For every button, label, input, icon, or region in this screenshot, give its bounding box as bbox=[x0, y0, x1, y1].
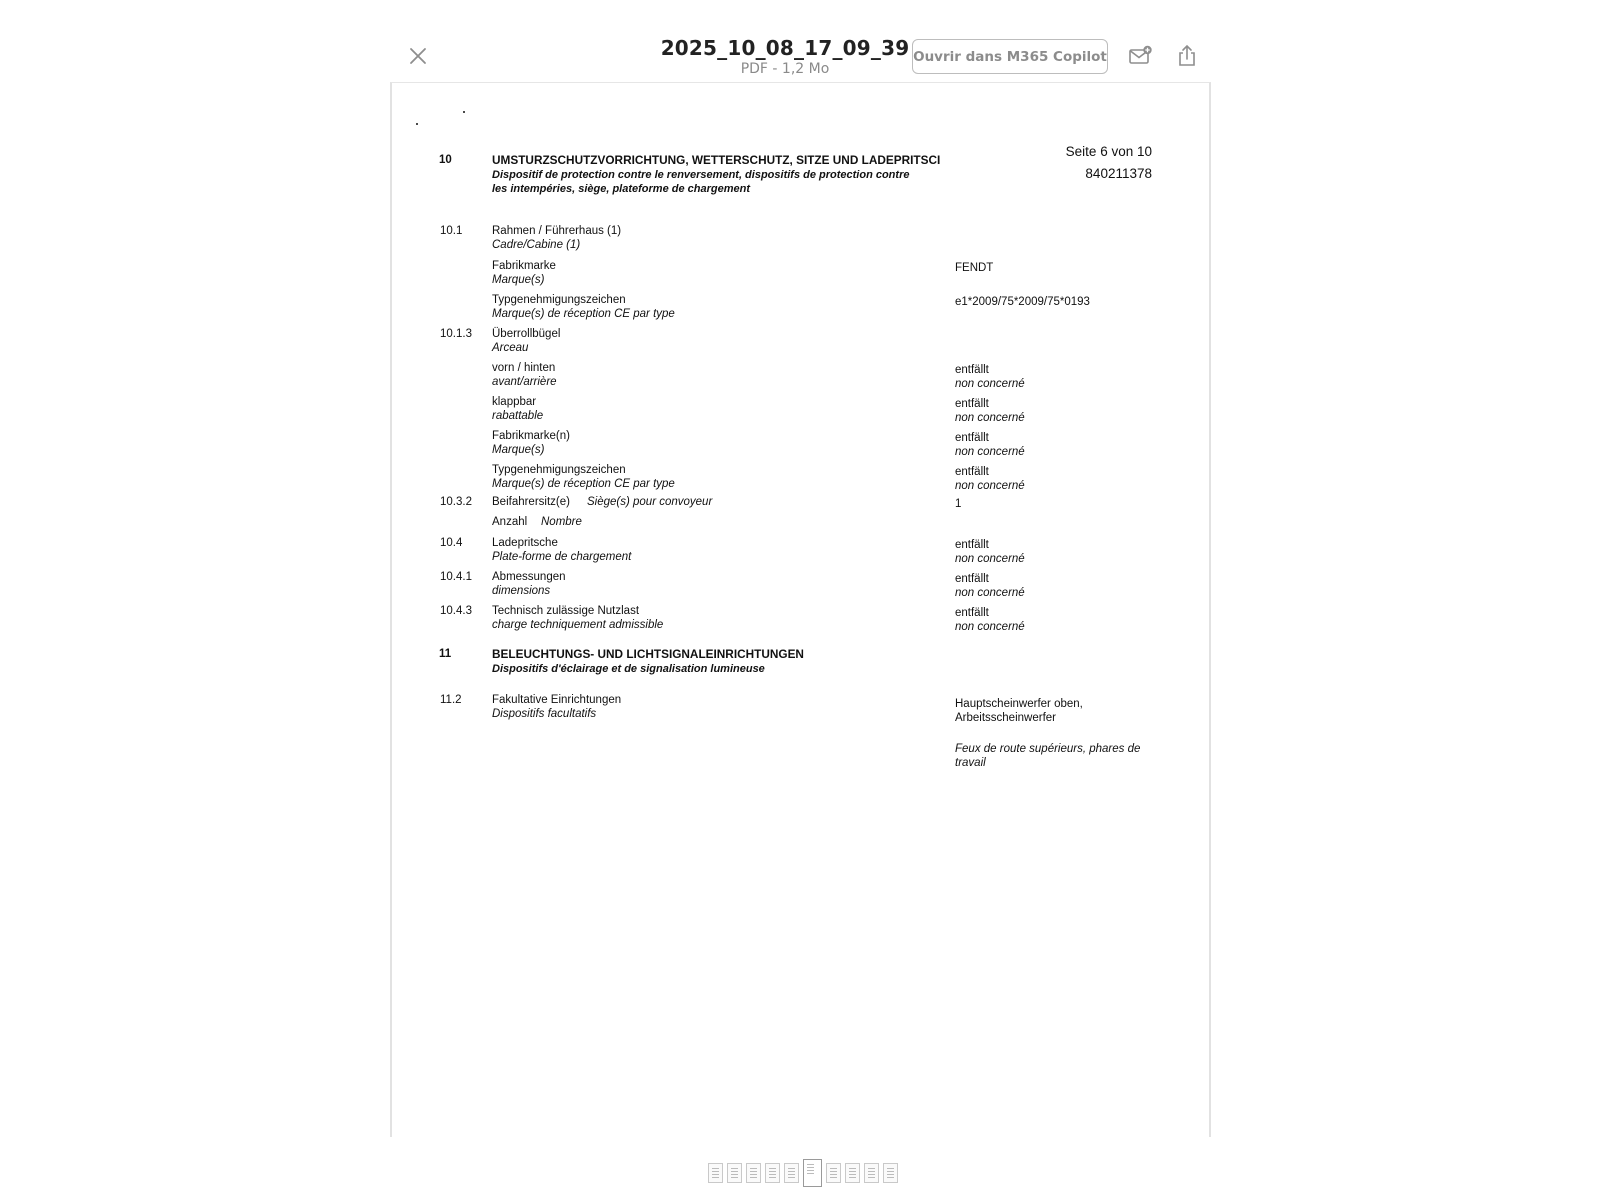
page-thumbnail[interactable] bbox=[864, 1163, 879, 1183]
item-number: 10.3.2 bbox=[440, 496, 472, 508]
item-label-de: klappbar bbox=[492, 396, 537, 408]
item-number: 10.4.1 bbox=[440, 571, 472, 583]
item-value: 1 bbox=[955, 498, 962, 510]
item-value: entfällt bbox=[955, 539, 989, 551]
item-value: entfällt bbox=[955, 466, 989, 478]
item-label-fr: Marque(s) de réception CE par type bbox=[492, 308, 675, 320]
item-label-fr: Cadre/Cabine (1) bbox=[492, 239, 581, 251]
page-thumbnail[interactable] bbox=[746, 1163, 761, 1183]
section-title-fr: Dispositifs d'éclairage et de signalisation lumineuse bbox=[492, 663, 765, 675]
item-label-fr: Nombre bbox=[541, 516, 582, 528]
share-button[interactable] bbox=[1172, 42, 1202, 70]
item-label-fr: charge techniquement admissible bbox=[492, 619, 664, 631]
page-header-info bbox=[1032, 141, 1152, 185]
top-bar bbox=[0, 0, 1600, 84]
section-title-fr: Dispositif de protection contre le renversement, dispositifs de protection contre bbox=[492, 169, 910, 181]
page-thumbnail[interactable] bbox=[727, 1163, 742, 1183]
item-label-fr: Marque(s) de réception CE par type bbox=[492, 478, 675, 490]
item-label-de: Fabrikmarke bbox=[492, 260, 556, 272]
share-icon bbox=[1176, 44, 1198, 68]
document-file-info: PDF - 1,2 Mo bbox=[740, 61, 830, 77]
mail-add-icon bbox=[1128, 45, 1154, 67]
item-label-de: Ladepritsche bbox=[492, 537, 558, 549]
page-thumbnail[interactable] bbox=[845, 1163, 860, 1183]
pdf-page-view[interactable] bbox=[390, 82, 1211, 1137]
item-value-fr: non concerné bbox=[955, 412, 1025, 424]
item-label-de: vorn / hinten bbox=[492, 362, 556, 374]
close-button[interactable] bbox=[404, 42, 432, 70]
page-thumbnail[interactable] bbox=[883, 1163, 898, 1183]
item-value-fr: Feux de route supérieurs, phares de travail bbox=[955, 743, 1141, 769]
close-icon bbox=[409, 47, 427, 65]
page-thumbnail[interactable] bbox=[784, 1163, 799, 1183]
item-label-de: Beifahrersitz(e) bbox=[492, 496, 570, 508]
item-value: e1*2009/75*2009/75*0193 bbox=[955, 296, 1090, 308]
item-label-fr: Plate-forme de chargement bbox=[492, 551, 632, 563]
item-number: 11.2 bbox=[440, 694, 462, 706]
page-thumbnail[interactable] bbox=[765, 1163, 780, 1183]
page-number-label: Seite 6 von 10 bbox=[1065, 144, 1152, 159]
item-value-fr: non concerné bbox=[955, 553, 1025, 565]
item-label-fr: rabattable bbox=[492, 410, 544, 422]
item-number: 10.1 bbox=[440, 225, 463, 237]
item-label-fr: Siège(s) pour convoyeur bbox=[587, 496, 713, 508]
item-label-de: Rahmen / Führerhaus (1) bbox=[492, 225, 622, 237]
section-number: 10 bbox=[439, 154, 452, 166]
pdf-page bbox=[392, 83, 1209, 1137]
item-value: Hauptscheinwerfer oben, Arbeitsscheinwerfer bbox=[955, 698, 1083, 724]
item-label-fr: Dispositifs facultatifs bbox=[492, 708, 597, 720]
item-label-de: Überrollbügel bbox=[492, 328, 561, 340]
item-label-de: Technisch zulässige Nutzlast bbox=[492, 605, 640, 617]
document-number: 840211378 bbox=[1085, 166, 1152, 181]
scan-speck bbox=[463, 111, 465, 113]
item-value: entfällt bbox=[955, 364, 989, 376]
item-label-fr: Marque(s) bbox=[492, 274, 545, 286]
item-value: entfällt bbox=[955, 573, 989, 585]
item-value: entfällt bbox=[955, 398, 989, 410]
item-value: FENDT bbox=[955, 262, 994, 274]
page-thumbnail-strip bbox=[708, 1158, 898, 1188]
item-label-de: Fakultative Einrichtungen bbox=[492, 694, 622, 706]
document-title: 2025_10_08_17_09_39 bbox=[660, 36, 910, 60]
item-value: entfällt bbox=[955, 432, 989, 444]
item-label-fr: Marque(s) bbox=[492, 444, 545, 456]
item-value-fr: non concerné bbox=[955, 446, 1025, 458]
section-number: 11 bbox=[439, 648, 452, 660]
section-title-fr-continued: les intempéries, siège, plateforme de chargement bbox=[492, 183, 750, 195]
page-thumbnail[interactable] bbox=[826, 1163, 841, 1183]
item-label-de: Abmessungen bbox=[492, 571, 566, 583]
item-value-fr: non concerné bbox=[955, 621, 1025, 633]
item-label-fr: Arceau bbox=[492, 342, 529, 354]
section-title-de: UMSTURZSCHUTZVORRICHTUNG, WETTERSCHUTZ, SITZE UND LADEPRITSCI bbox=[492, 153, 941, 167]
item-label-de: Anzahl bbox=[492, 516, 528, 528]
open-in-copilot-button[interactable]: Ouvrir dans M365 Copilot bbox=[912, 39, 1108, 74]
item-number: 10.4.3 bbox=[440, 605, 472, 617]
item-number: 10.1.3 bbox=[440, 328, 472, 340]
mail-button[interactable] bbox=[1126, 42, 1156, 70]
item-number: 10.4 bbox=[440, 537, 463, 549]
item-label-de: Typgenehmigungszeichen bbox=[492, 464, 626, 476]
item-value-fr: non concerné bbox=[955, 480, 1025, 492]
item-label-de: Fabrikmarke(n) bbox=[492, 430, 570, 442]
item-label-de: Typgenehmigungszeichen bbox=[492, 294, 626, 306]
section-title-de: BELEUCHTUNGS- UND LICHTSIGNALEINRICHTUNGEN bbox=[492, 647, 804, 661]
item-label-fr: avant/arrière bbox=[492, 376, 557, 388]
page-thumbnail-current[interactable] bbox=[803, 1159, 822, 1187]
scan-speck bbox=[416, 123, 418, 125]
item-label-fr: dimensions bbox=[492, 585, 551, 597]
item-value-fr: non concerné bbox=[955, 378, 1025, 390]
item-value-fr: non concerné bbox=[955, 587, 1025, 599]
item-value: entfällt bbox=[955, 607, 989, 619]
page-thumbnail[interactable] bbox=[708, 1163, 723, 1183]
